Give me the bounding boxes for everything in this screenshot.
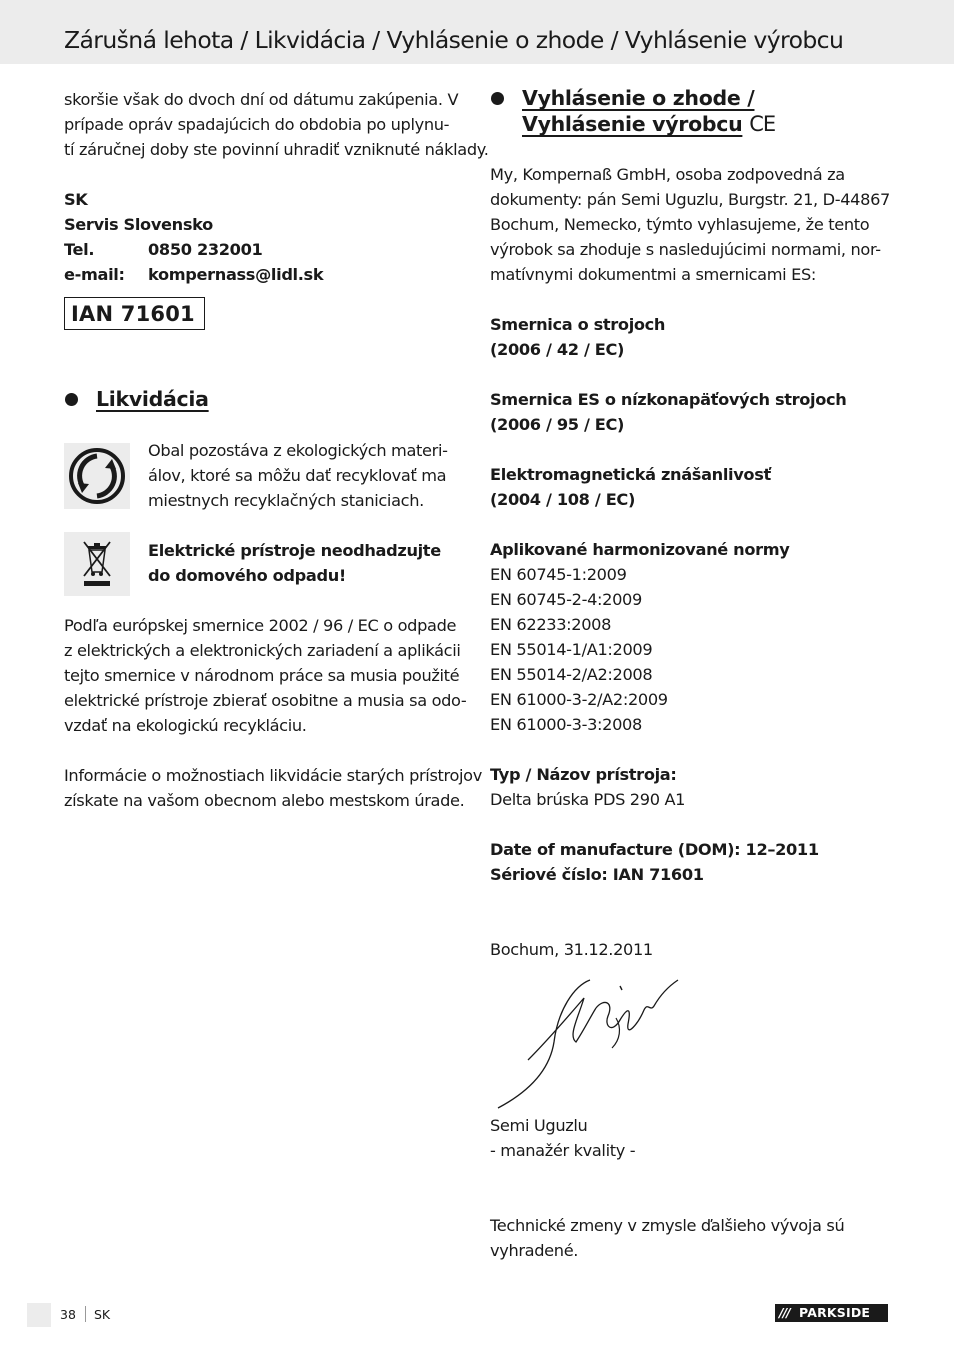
- disposal-warning: [148, 538, 441, 588]
- bullet-icon: [491, 92, 504, 105]
- page-title: Zárušná lehota / Likvidácia / Vyhlásenie o zhode / Vyhlásenie výrobcu: [64, 26, 844, 54]
- date-of-manufacture: Date of manufacture (DOM): 12–2011: [490, 840, 819, 859]
- text-line: My, Kompernaß GmbH, osoba zodpovedná za: [490, 165, 845, 184]
- text-line: Smernica ES o nízkonapäťových strojoch: [490, 390, 847, 409]
- logo-stripes-icon: ///: [779, 1305, 790, 1320]
- text-line: dokumenty: pán Semi Uguzlu, Burgstr. 21, D-44867: [490, 190, 890, 209]
- brand-name: PARKSIDE: [799, 1305, 871, 1320]
- text-line: Bochum, Nemecko, týmto vyhlasujeme, že tento: [490, 215, 870, 234]
- harmonized-norms: [490, 537, 789, 737]
- disposal-heading: [96, 386, 209, 412]
- text-line: vyhradené.: [490, 1241, 579, 1260]
- manufacture-info: [490, 837, 819, 887]
- tel-label: Tel.: [64, 240, 95, 259]
- text-line: miestnych recyklačných staniciach.: [148, 491, 424, 510]
- text-line: Elektrické prístroje neodhadzujte: [148, 541, 441, 560]
- text-line: Podľa európskej smernice 2002 / 96 / EC o odpade: [64, 616, 457, 635]
- norm-item: EN 61000-3-3:2008: [490, 715, 642, 734]
- weee-paragraph: [64, 613, 466, 738]
- service-contact: [64, 187, 323, 287]
- text-line: tí záručnej doby ste povinní uhradiť vzniknuté náklady.: [64, 140, 489, 159]
- text-line: elektrické prístroje zbierať osobitne a musia sa odo-: [64, 691, 467, 710]
- tel-value: 0850 232001: [148, 240, 263, 259]
- header-band: [0, 0, 954, 64]
- footer-divider: [85, 1306, 86, 1322]
- type-label: Typ / Názov prístroja:: [490, 765, 677, 784]
- contact-country: SK: [64, 190, 88, 209]
- serial-number: Sériové číslo: IAN 71601: [490, 865, 704, 884]
- text-line: výrobok sa zhoduje s nasledujúcimi normami, nor-: [490, 240, 881, 259]
- footer-marker: [27, 1303, 51, 1327]
- ce-mark-icon: CE: [749, 112, 776, 136]
- text-line: do domového odpadu!: [148, 566, 346, 585]
- signature-image: [492, 972, 692, 1112]
- text-line: získate na vašom obecnom alebo mestskom úrade.: [64, 791, 465, 810]
- email-value: kompernass@lidl.sk: [148, 265, 324, 284]
- recycling-icon: [64, 443, 130, 509]
- contact-tel-row: [64, 237, 323, 262]
- text-line: tejto smernice v národnom práce sa musia použité: [64, 666, 460, 685]
- disposal-heading-text: Likvidácia: [96, 387, 209, 411]
- norm-item: EN 61000-3-2/A2:2009: [490, 690, 668, 709]
- signer: [490, 1113, 635, 1163]
- emc-directive: [490, 462, 771, 512]
- technical-changes-note: [490, 1213, 844, 1263]
- text-line: Technické zmeny v zmysle ďalšieho vývoja sú: [490, 1216, 845, 1235]
- text-line: Elektromagnetická znášanlivosť: [490, 465, 771, 484]
- text-line: (2004 / 108 / EC): [490, 490, 635, 509]
- conformity-intro: [490, 162, 890, 287]
- packaging-text: [148, 438, 448, 513]
- signer-name: Semi Uguzlu: [490, 1116, 588, 1135]
- conformity-heading: [522, 85, 775, 137]
- ian-box: IAN 71601: [64, 297, 205, 330]
- text-line: vzdať na ekologickú recykláciu.: [64, 716, 307, 735]
- text-line: (2006 / 42 / EC): [490, 340, 625, 359]
- bullet-icon: [65, 393, 78, 406]
- warranty-text: [64, 87, 489, 162]
- text-line: prípade opráv spadajúcich do obdobia po uplynu-: [64, 115, 450, 134]
- norm-item: EN 60745-2-4:2009: [490, 590, 642, 609]
- disposal-info-paragraph: [64, 763, 482, 813]
- conformity-heading-line2: Vyhlásenie výrobcu: [522, 112, 743, 136]
- text-line: skoršie však do dvoch dní od dátumu zakúpenia. V: [64, 90, 459, 109]
- machinery-directive: [490, 312, 665, 362]
- place-date: Bochum, 31.12.2011: [490, 940, 653, 959]
- page-number: 38: [60, 1307, 76, 1322]
- norms-heading: Aplikované harmonizované normy: [490, 540, 790, 559]
- low-voltage-directive: [490, 387, 846, 437]
- device-type: [490, 762, 685, 812]
- text-line: Obal pozostáva z ekologických materi-: [148, 441, 448, 460]
- text-line: z elektrických a elektronických zariadení a aplikácii: [64, 641, 461, 660]
- text-line: Informácie o možnostiach likvidácie starých prístrojov: [64, 766, 482, 785]
- contact-service: Servis Slovensko: [64, 215, 213, 234]
- conformity-heading-line1: Vyhlásenie o zhode /: [522, 86, 755, 110]
- text-line: álov, ktoré sa môžu dať recyklovať ma: [148, 466, 447, 485]
- text-line: Smernica o strojoch: [490, 315, 666, 334]
- norm-item: EN 55014-2/A2:2008: [490, 665, 653, 684]
- signer-role: - manažér kvality -: [490, 1141, 636, 1160]
- text-line: matívnymi dokumentmi a smernicami ES:: [490, 265, 817, 284]
- norm-item: EN 62233:2008: [490, 615, 612, 634]
- type-value: Delta brúska PDS 290 A1: [490, 790, 686, 809]
- email-label: e-mail:: [64, 265, 125, 284]
- contact-email-row: [64, 262, 323, 287]
- parkside-logo: [775, 1304, 888, 1322]
- text-line: (2006 / 95 / EC): [490, 415, 625, 434]
- crossed-bin-icon: [64, 532, 130, 596]
- norm-item: EN 55014-1/A1:2009: [490, 640, 653, 659]
- language-code: SK: [94, 1307, 111, 1322]
- norm-item: EN 60745-1:2009: [490, 565, 627, 584]
